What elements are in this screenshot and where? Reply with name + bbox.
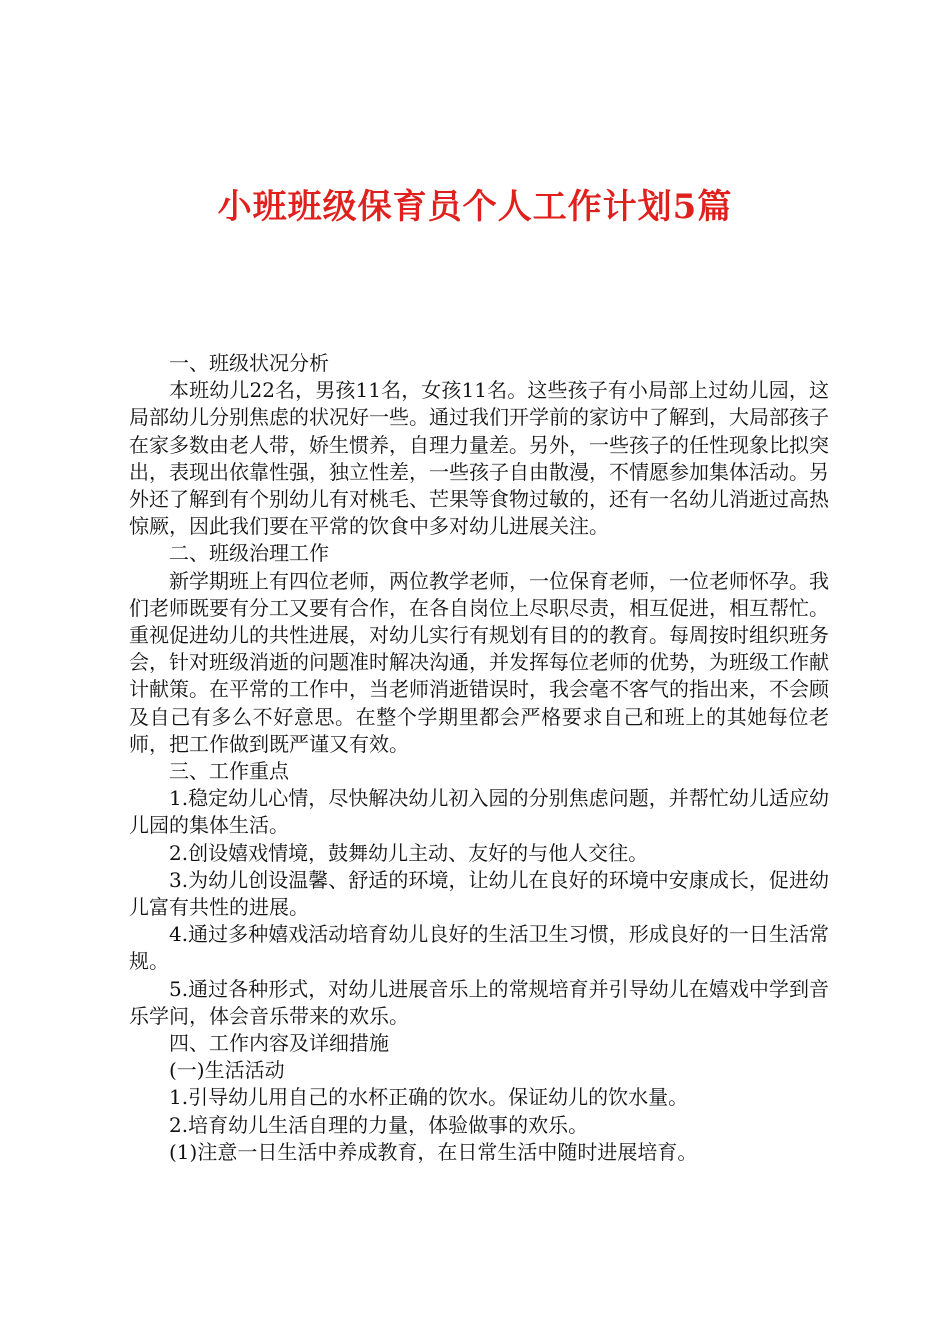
document-title: 小班班级保育员个人工作计划5篇 [217, 187, 733, 227]
section-heading: 四、工作内容及详细措施 [169, 1031, 389, 1056]
list-item: 3.为幼儿创设温馨、舒适的环境，让幼儿在良好的环境中安康成长，促进幼儿富有共性的进展。 [129, 867, 829, 920]
list-item: 1.稳定幼儿心情，尽快解决幼儿初入园的分别焦虑问题，并帮忙幼儿适应幼儿园的集体生活。 [129, 786, 829, 838]
list-item: 2.创设嬉戏情境，鼓舞幼儿主动、友好的与他人交往。 [169, 840, 649, 865]
section-heading: 二、班级治理工作 [169, 541, 329, 566]
list-item: 4.通过多种嬉戏活动培育幼儿良好的生活卫生习惯，形成良好的一日生活常规。 [129, 922, 829, 974]
section-heading: 三、工作重点 [169, 759, 289, 784]
document-body [129, 350, 829, 1166]
list-item: 1.引导幼儿用自己的水杯正确的饮水。保证幼儿的饮水量。 [169, 1085, 689, 1110]
paragraph: 新学期班上有四位老师，两位教学老师，一位保育老师，一位老师怀孕。我们老师既要有分工又要有合作，在各自岗位上尽职尽责，相互促进，相互帮忙。重视促进幼儿的共性进展，对幼儿实行有规划有目的的教育。每周按时组织班务会，针对班级消逝的问题准时解决沟通，并发挥每位老师的优势，为班级工作献计献策。在平常的工作中，当老师消逝错误时，我会毫不客气的指出来，不会顾及自己有多么不好意思。在整个学期里都会严格要求自己和班上的其她每位老师，把工作做到既严谨又有效。 [129, 568, 829, 756]
list-item: (1)注意一日生活中养成教育，在日常生活中随时进展培育。 [169, 1139, 698, 1164]
list-item: 5.通过各种形式，对幼儿进展音乐上的常规培育并引导幼儿在嬉戏中学到音乐学问，体会音乐带来的欢乐。 [129, 976, 829, 1028]
list-item: 2.培育幼儿生活自理的力量，体验做事的欢乐。 [169, 1112, 589, 1137]
section-heading: 一、班级状况分析 [169, 351, 329, 375]
paragraph: 本班幼儿22名，男孩11名，女孩11名。这些孩子有小局部上过幼儿园，这局部幼儿分别焦虑的状况好一些。通过我们开学前的家访中了解到，大局部孩子在家多数由老人带，娇生惯养，自理力量差。另外，一些孩子的任性现象比拟突出，表现出依靠性强，独立性差，一些孩子自由散漫，不情愿参加集体活动。另外还了解到有个别幼儿有对桃毛、芒果等食物过敏的，还有一名幼儿消逝过高热惊厥，因此我们要在平常的饮食中多对幼儿进展关注。 [129, 378, 829, 539]
subsection-heading: (一)生活活动 [169, 1058, 285, 1083]
